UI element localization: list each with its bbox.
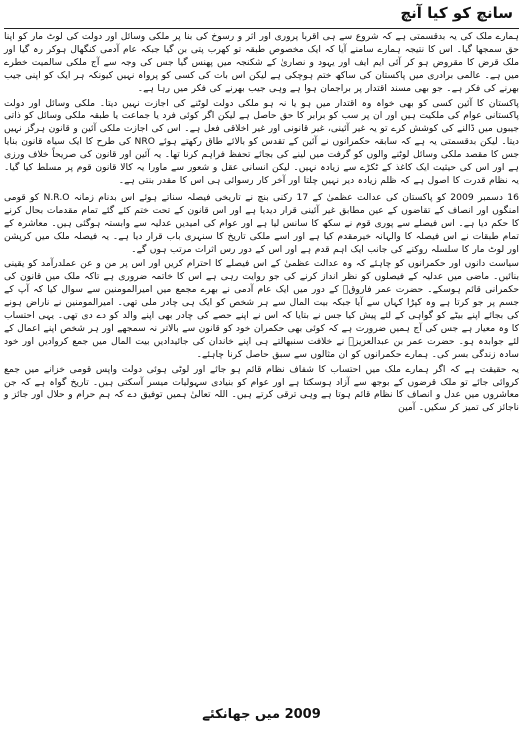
article-paragraph: 16 دسمبر 2009 کو پاکستان کی عدالت عظمیٰ کے 17 رکنی بنچ نے تاریخی فیصلہ سناتے ہوئے اس بدنام زمانہ N.R.O کو قومی امنگوں اور انصاف کے تقاضوں کے عین مطابق غیر آئینی قرار دیدیا ہے اور اس قانون کے تحت ختم کئے گئے تمام مقدمات بحال کرنے کا حکم دیا ہے۔ اس فیصلے سے پوری قوم نے سکھ کا سانس لیا ہے اور عوام کی امیدیں عدلیہ سے وابستہ ہوگئی ہیں۔ معاشرہ کے تمام طبقات نے اس فیصلہ کا والہانہ خیرمقدم کیا ہے اور اسے ملکی تاریخ کا سنہری باب قرار دیا ہے۔ یہ فیصلہ ملک میں کرپشن اور لوٹ مار کا سلسلہ روکنے کی جانب ایک اہم قدم ہے اور اس کے دور رس اثرات مرتب ہوں گے۔ xyxy=(4,191,519,255)
article-paragraph: ہمارے ملک کی یہ بدقسمتی ہے کہ شروع سے ہی اقربا پروری اور اثر و رسوخ کی بنا پر ملکی وسائل اور دولت کی لوٹ مار کو اپنا حق سمجھا گیا۔ اس کا نتیجہ ہمارے سامنے آیا کہ ایک مخصوص طبقہ تو کھرب پتی بن گیا جبکہ عام آدمی کنگھال ہوکر رہ گیا اور ملک قرض کا مقروض ہو کر آئی ایم ایف اور یہود و نصاریٰ کے شکنجہ میں پھنس گیا جس کی وجہ سے آج ملکی سالمیت خطرے میں ہے۔ عالمی برادری میں پاکستان کی ساکھ ختم ہوچکی ہے لیکن اس بات کی کسی کو پرواہ نہیں کیونکہ ہر ایک کو اپنی جیب بھرنے کی فکر ہے۔ جو بھی مسند اقتدار پر براجمان ہوا ہے وہی جیب بھرنے کی فکر میں رہا ہے۔ xyxy=(4,31,519,94)
article-title: سانچ کو کیا آنچ xyxy=(4,2,519,29)
article-paragraph: پاکستان کا آئین کسی کو بھی خواہ وہ اقتدار میں ہو یا نہ ہو ملکی دولت لوٹنے کی اجازت نہیں دیتا۔ ملکی وسائل اور دولت پاکستانی عوام کی ملکیت ہیں اور ان پر سب کو برابر کا حق حاصل ہے لیکن اگر کوئی فرد یا جماعت یا طبقہ ملکی وسائل کو ذاتی جیبوں میں ڈالنے کی کوشش کرے تو یہ غیر آئینی، غیر قانونی اور غیر اخلاقی فعل ہے۔ اس کی اجازت ملکی آئین و قانون ہرگز نہیں دیتا۔ لیکن بدقسمتی یہ ہے کہ سابقہ حکمرانوں نے آئین کے تقدس کو بالائے طاق رکھتے ہوئے NRO کی طرح کا ایک سیاہ قانون بنایا جس کا مقصد ملکی وسائل لوٹنے والوں کو گرفت میں لینے کی بجائے تحفظ فراہم کرنا تھا۔ یہ آئین اور قانون کی صریحاً خلاف ورزی ہے اور اس کی حیثیت ایک کاغذ کے ٹکڑے سے زیادہ نہیں۔ لیکن انسانی عقل و شعور سے ماورا یہ کالا قانون قوم پر مسلط کیا گیا۔ یہ نظام قدرت کا اصول ہے کہ ظلم زیادہ دیر نہیں چلتا اور آخر کار رسوائی ہی اس کا مقدر بنتی ہے۔ xyxy=(4,97,519,186)
article-paragraph: سیاست دانوں اور حکمرانوں کو چاہئے کہ وہ عدالت عظمیٰ کے اس فیصلے کا احترام کریں اور اس پر من و عن عملدرآمد کو یقینی بنائیں۔ ماضی میں عدلیہ کے فیصلوں کو نظر انداز کرنے کی جو روایت رہی ہے اس کا خاتمہ ضروری ہے تاکہ ملک میں قانون کی حکمرانی قائم ہوسکے۔ حضرت عمر فاروقؓ کے دور میں ایک عام آدمی نے بھرے مجمع میں امیرالمومنین سے سوال کیا کہ آپ کے جسم پر جو کرتا ہے وہ کپڑا کہاں سے آیا جبکہ بیت المال سے ہر شخص کو ایک ہی چادر ملی تھی۔ امیرالمومنین نے ناراض ہونے کی بجائے اپنے بیٹے کو گواہی کے لئے پیش کیا جس نے بتایا کہ اس نے اپنے حصے کی چادر بھی اپنے والد کو دے دی تھی۔ یہی احتساب کا وہ معیار ہے جس کی آج ہمیں ضرورت ہے کہ کوئی بھی حکمران خود کو قانون سے بالاتر نہ سمجھے اور ہر شخص اپنے اعمال کے لئے جوابدہ ہو۔ حضرت عمر بن عبدالعزیزؒ نے خلافت سنبھالتے ہی اپنے خاندان کی جائیدادیں بیت المال میں جمع کروادیں اور خود سادہ زندگی بسر کی۔ ہمارے حکمرانوں کو ان مثالوں سے سبق حاصل کرنا چاہئے۔ xyxy=(4,258,519,360)
section-heading: 2009 میں جھانکئے xyxy=(202,707,321,722)
article-body xyxy=(4,31,519,415)
article-paragraph: یہ حقیقت ہے کہ اگر ہمارے ملک میں احتساب کا شفاف نظام قائم ہو جائے اور لوٹی ہوئی دولت واپس قومی خزانے میں جمع کروائی جائے تو ملک قرضوں کے بوجھ سے آزاد ہوسکتا ہے اور عوام کو بنیادی سہولیات میسر آسکتی ہیں۔ تاریخ گواہ ہے کہ جن معاشروں میں عدل و انصاف کا نظام قائم ہوتا ہے وہی ترقی کرتے ہیں۔ اللہ تعالیٰ ہمیں توفیق دے کہ ہم حرام و حلال اور جائز و ناجائز کی تمیز کر سکیں۔ آمین xyxy=(4,363,519,414)
